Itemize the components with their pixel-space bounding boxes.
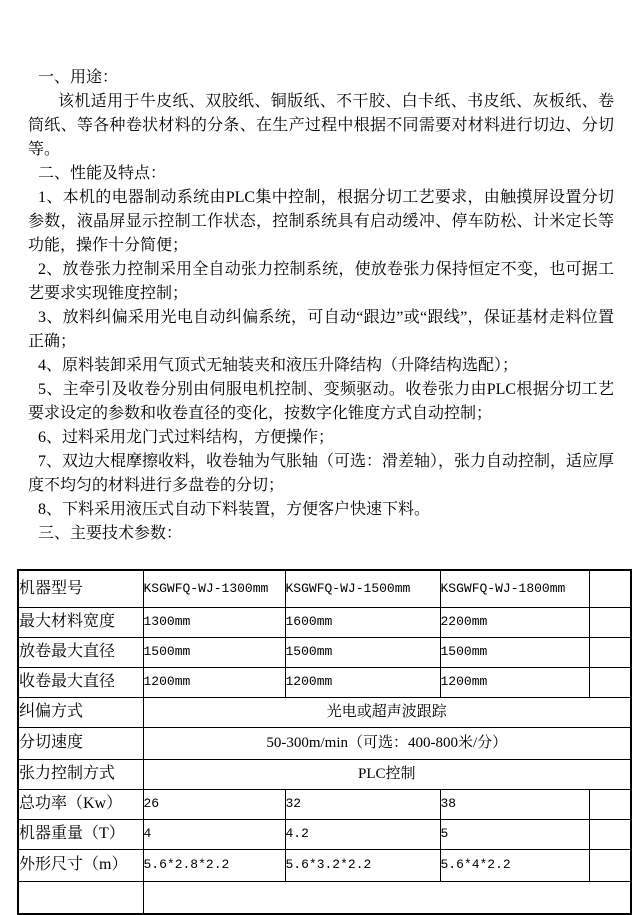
- dimensions-cell-3: 5.6*4*2.2: [440, 849, 589, 881]
- model-1800-cell: KSGWFQ-WJ-1800mm: [440, 570, 589, 607]
- model-1500-cell: KSGWFQ-WJ-1500mm: [285, 570, 440, 607]
- total-power-cell-2: 32: [285, 789, 440, 819]
- section3-heading: 三、主要技术参数：: [38, 525, 183, 542]
- row-label-dimensions: 外形尺寸（m）: [18, 849, 143, 881]
- spec-row-tension-control: [18, 759, 631, 789]
- model-1300-cell: KSGWFQ-WJ-1300mm: [143, 570, 285, 607]
- feature-item-8: 8、下料采用液压式自动下料装置，方便客户快速下料。: [38, 501, 431, 518]
- total-power-cell-3: 38: [440, 789, 589, 819]
- empty-cell: [589, 819, 631, 849]
- unwind-diameter-cell-2: 1500mm: [285, 637, 440, 667]
- max-width-cell-3: 2200mm: [440, 607, 589, 637]
- empty-cell: [589, 849, 631, 881]
- machine-weight-cell-1: 4: [143, 819, 285, 849]
- row-label-tension-control: 张力控制方式: [18, 759, 143, 789]
- spec-table: [17, 569, 632, 915]
- empty-cell: [589, 607, 631, 637]
- rewind-diameter-cell-3: 1200mm: [440, 667, 589, 697]
- spec-row-unwind-diameter: [18, 637, 631, 667]
- unwind-diameter-cell-3: 1500mm: [440, 637, 589, 667]
- machine-weight-cell-3: 5: [440, 819, 589, 849]
- spec-row-rewind-diameter: [18, 667, 631, 697]
- spec-row-slitting-speed: [18, 727, 631, 759]
- empty-cell: [589, 570, 631, 607]
- feature-item-3: 3、放料纠偏采用光电自动纠偏系统，可自动“跟边”或“跟线”，保证基材走料位置正确；: [28, 309, 614, 350]
- row-label-slitting-speed: 分切速度: [18, 727, 143, 759]
- slitting-speed-value: 50-300m/min（可选：400-800米/分）: [143, 727, 631, 759]
- feature-item-4: 4、原料装卸采用气顶式无轴装夹和液压升降结构（升降结构选配）；: [38, 357, 519, 374]
- max-width-cell-2: 1600mm: [285, 607, 440, 637]
- rewind-diameter-cell-2: 1200mm: [285, 667, 440, 697]
- feature-item-7: 7、双边大棍摩擦收料，收卷轴为气胀轴（可选：滑差轴），张力自动控制，适应厚度不均匀的材料进行多盘卷的分切；: [28, 453, 615, 494]
- section1-paragraph: 该机适用于牛皮纸、双胶纸、铜版纸、不干胶、白卡纸、书皮纸、灰板纸、卷筒纸、等各种卷状材料的分条、在生产过程中根据不同需要对材料进行切边、分切等。: [28, 93, 614, 158]
- row-label-total-power: 总功率（Kw）: [18, 789, 143, 819]
- feature-item-6: 6、过料采用龙门式过料结构，方便操作；: [38, 429, 335, 446]
- feature-item-5: 5、主牵引及收卷分别由伺服电机控制、变频驱动。收卷张力由PLC根据分切工艺要求设定的参数和收卷直径的变化，按数字化锥度方式自动控制；: [28, 381, 614, 422]
- row-label-model: 机器型号: [18, 570, 143, 607]
- spec-row-machine-weight: [18, 819, 631, 849]
- section1-heading: 一、用途：: [38, 69, 119, 86]
- empty-label-cell: [18, 881, 143, 914]
- empty-cell: [589, 667, 631, 697]
- spec-row-total-power: [18, 789, 631, 819]
- total-power-cell-1: 26: [143, 789, 285, 819]
- max-width-cell-1: 1300mm: [143, 607, 285, 637]
- row-label-correction-mode: 纠偏方式: [18, 697, 143, 727]
- feature-item-2: 2、放卷张力控制采用全自动张力控制系统，使放卷张力保持恒定不变，也可据工艺要求实现锥度控制；: [28, 261, 614, 302]
- spec-row-dimensions: [18, 849, 631, 881]
- feature-item-1: 1、本机的电器制动系统由PLC集中控制，根据分切工艺要求，由触摸屏设置分切参数，液晶屏显示控制工作状态，控制系统具有启动缓冲、停车防松、计米定长等功能，操作十分简便；: [28, 189, 614, 254]
- rewind-diameter-cell-1: 1200mm: [143, 667, 285, 697]
- correction-mode-value: 光电或超声波跟踪: [143, 697, 631, 727]
- empty-cell: [589, 789, 631, 819]
- empty-merged-cell: [143, 881, 631, 914]
- unwind-diameter-cell-1: 1500mm: [143, 637, 285, 667]
- dimensions-cell-2: 5.6*3.2*2.2: [285, 849, 440, 881]
- empty-cell: [589, 637, 631, 667]
- spec-row-max-width: [18, 607, 631, 637]
- spec-row-empty: [18, 881, 631, 914]
- machine-weight-cell-2: 4.2: [285, 819, 440, 849]
- section2-heading: 二、性能及特点：: [38, 165, 167, 182]
- row-label-rewind-diameter: 收卷最大直径: [18, 667, 143, 697]
- dimensions-cell-1: 5.6*2.8*2.2: [143, 849, 285, 881]
- spec-row-correction-mode: [18, 697, 631, 727]
- row-label-machine-weight: 机器重量（T）: [18, 819, 143, 849]
- row-label-max-width: 最大材料宽度: [18, 607, 143, 637]
- row-label-unwind-diameter: 放卷最大直径: [18, 637, 143, 667]
- tension-control-value: PLC控制: [143, 759, 631, 789]
- spec-row-model: [18, 570, 631, 607]
